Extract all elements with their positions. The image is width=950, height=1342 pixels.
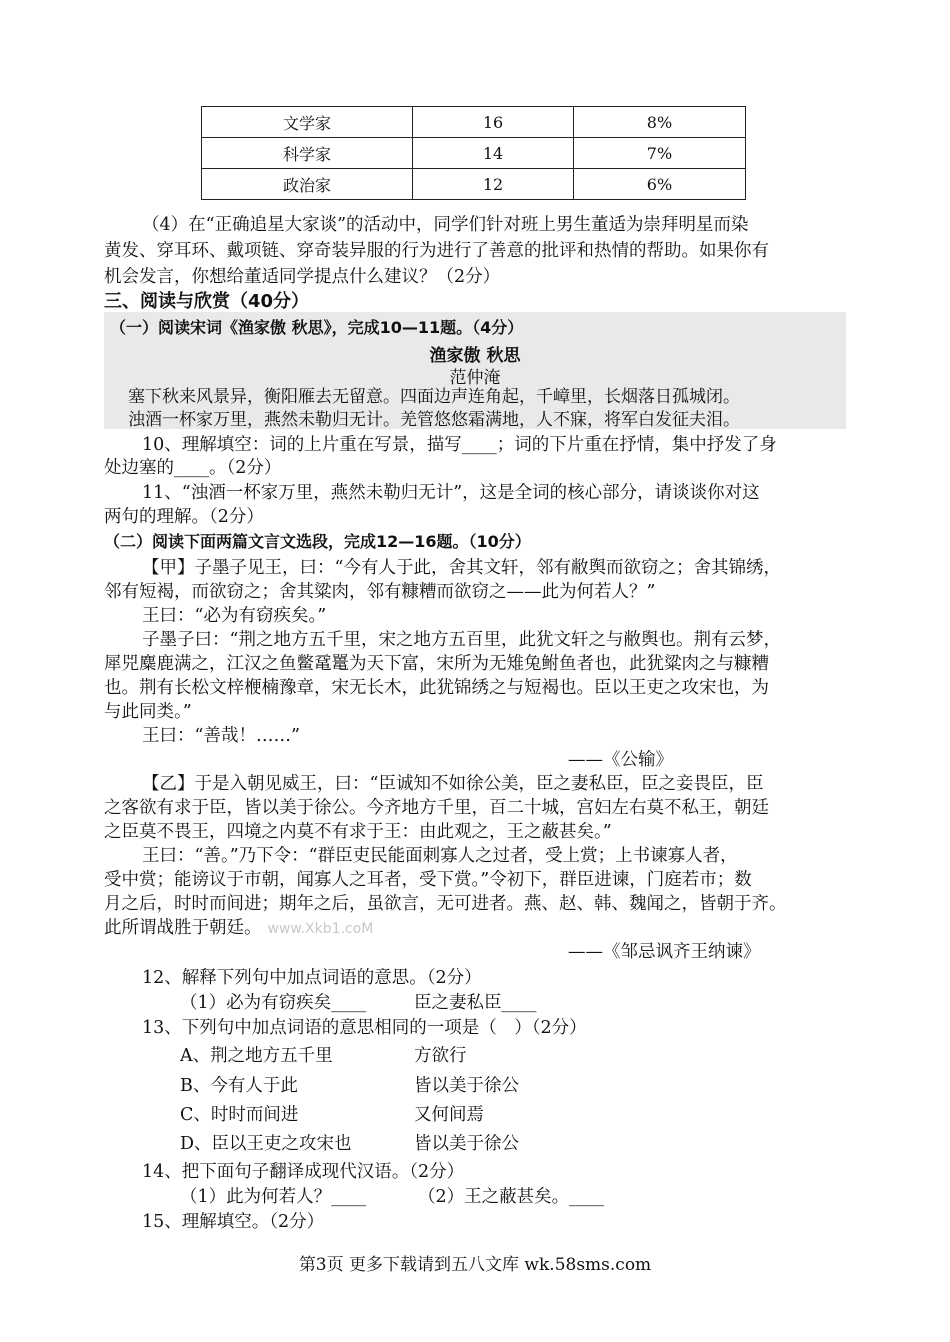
q14-stem: 14、把下面句子翻译成现代汉语。（2分） [142,1162,465,1182]
passage-line: 也。荆有长松文梓楩楠豫章，宋无长木，此犹锦绣之与短褐也。臣以王吏之攻宋也，为 [104,678,769,698]
q13-option-compare: 又何间焉 [414,1105,484,1125]
q13-option-compare: 皆以美于徐公 [414,1076,519,1096]
poem-title: 渔家傲 秋思 [429,346,521,366]
poem-line: 塞下秋来风景异，衡阳雁去无留意。四面边声连角起，千嶂里，长烟落日孤城闭。 [128,387,740,407]
q13-stem: 13、下列句中加点词语的意思相同的一项是（ ）（2分） [142,1018,587,1038]
q10-line: 处边塞的____。（2分） [104,458,282,478]
passage-line: 月之后，时时而间进；期年之后，虽欲言，无可进者。燕、赵、韩、魏闻之，皆朝于齐。 [104,894,787,914]
watermark: www.Xkb1.coM [267,921,374,937]
passage-line: 子墨子曰：“荆之地方五千里，宋之地方五百里，此犹文轩之与敝舆也。荆有云梦， [142,630,781,650]
table-cell: 12 [413,169,574,200]
passage-text: 此所谓战胜于朝廷。 [104,918,262,938]
table-row [202,107,746,138]
passage-line: 受中赏；能谤议于市朝，闻寡人之耳者，受下赏。”令初下，群臣进谏，门庭若市；数 [104,870,752,890]
passage-line: 邻有短褐，而欲窃之；舍其粱肉，邻有糠糟而欲窃之——此为何若人？” [104,582,656,602]
table-cell: 14 [413,138,574,169]
q11-line: 两句的理解。（2分） [104,507,264,527]
table-row [202,138,746,169]
table-cell: 6% [574,169,746,200]
q10-line: 10、理解填空：词的上片重在写景，描写____；词的下片重在抒情，集中抒发了身 [142,435,777,455]
table-cell: 文学家 [202,107,413,138]
poem-line: 浊酒一杯家万里，燕然未勒归无计。羌管悠悠霜满地，人不寐，将军白发征夫泪。 [128,410,740,430]
q12-item: 臣之妻私臣____ [414,993,537,1013]
table-row [202,169,746,200]
table-cell: 7% [574,138,746,169]
q12-item: （1）必为有窃疾矣____ [180,993,367,1013]
passage-line: 犀兕麋鹿满之，江汉之鱼鳖鼋鼍为天下富，宋所为无雉兔鲋鱼者也，此犹粱肉之与糠糟 [104,654,769,674]
table-cell: 8% [574,107,746,138]
q11-line: 11、“浊酒一杯家万里，燕然未勒归无计”，这是全词的核心部分，请谈谈你对这 [142,483,760,503]
passage-line: 【甲】子墨子见王，曰：“今有人于此，舍其文轩，邻有敝舆而欲窃之；舍其锦绣， [142,558,781,578]
part-heading: （一）阅读宋词《渔家傲 秋思》，完成10—11题。（4分） [110,318,524,337]
passage-line: 王曰：“善哉！……” [142,726,300,746]
q12-stem: 12、解释下列句中加点词语的意思。（2分） [142,968,482,988]
passage-line [104,916,373,941]
page-footer: 第3页 更多下载请到五八文库 wk.58sms.com [298,1255,652,1275]
q13-option-compare: 皆以美于徐公 [414,1134,519,1154]
table-cell: 科学家 [202,138,413,169]
stats-table [201,106,746,200]
passage-line: 王曰：“善。”乃下令：“群臣吏民能面刺寡人之过者，受上赏；上书谏寡人者， [142,846,738,866]
q13-option: B、今有人于此 [180,1076,298,1096]
q14-item: （1）此为何若人？____ [180,1187,367,1207]
q4-line: 黄发、穿耳环、戴项链、穿奇装异服的行为进行了善意的批评和热情的帮助。如果你有 [104,241,769,261]
passage-line: 【乙】于是入朝见威王，曰：“臣诚知不如徐公美，臣之妻私臣，臣之妾畏臣，臣 [142,774,764,794]
q13-option-compare: 方欲行 [414,1046,467,1066]
q4-line: （4）在“正确追星大家谈”的活动中，同学们针对班上男生董适为崇拜明星而染 [142,215,749,235]
q4-line: 机会发言，你想给董适同学提点什么建议？（2分） [104,267,501,287]
table-cell: 政治家 [202,169,413,200]
q13-option: D、臣以王吏之攻宋也 [180,1134,352,1154]
poem-author: 范仲淹 [449,368,501,388]
part-heading: （二）阅读下面两篇文言文选段，完成12—16题。（10分） [104,532,531,551]
q14-item: （2）王之蔽甚矣。____ [418,1187,605,1207]
passage-line: 王曰：“必为有窃疾矣。” [142,606,327,626]
passage-source: ——《邹忌讽齐王纳谏》 [568,942,761,962]
q15-stem: 15、理解填空。（2分） [142,1212,325,1232]
table-cell: 16 [413,107,574,138]
q13-option: A、荆之地方五千里 [180,1046,333,1066]
section-heading: 三、阅读与欣赏（40分） [104,291,310,312]
passage-line: 之客欲有求于臣，皆以美于徐公。今齐地方千里，百二十城，宫妇左右莫不私王，朝廷 [104,798,769,818]
q13-option: C、时时而间进 [180,1105,299,1125]
passage-line: 与此同类。” [104,702,192,722]
passage-source: ——《公输》 [568,750,673,770]
passage-line: 之臣莫不畏王，四境之内莫不有求于王：由此观之，王之蔽甚矣。” [104,822,612,842]
